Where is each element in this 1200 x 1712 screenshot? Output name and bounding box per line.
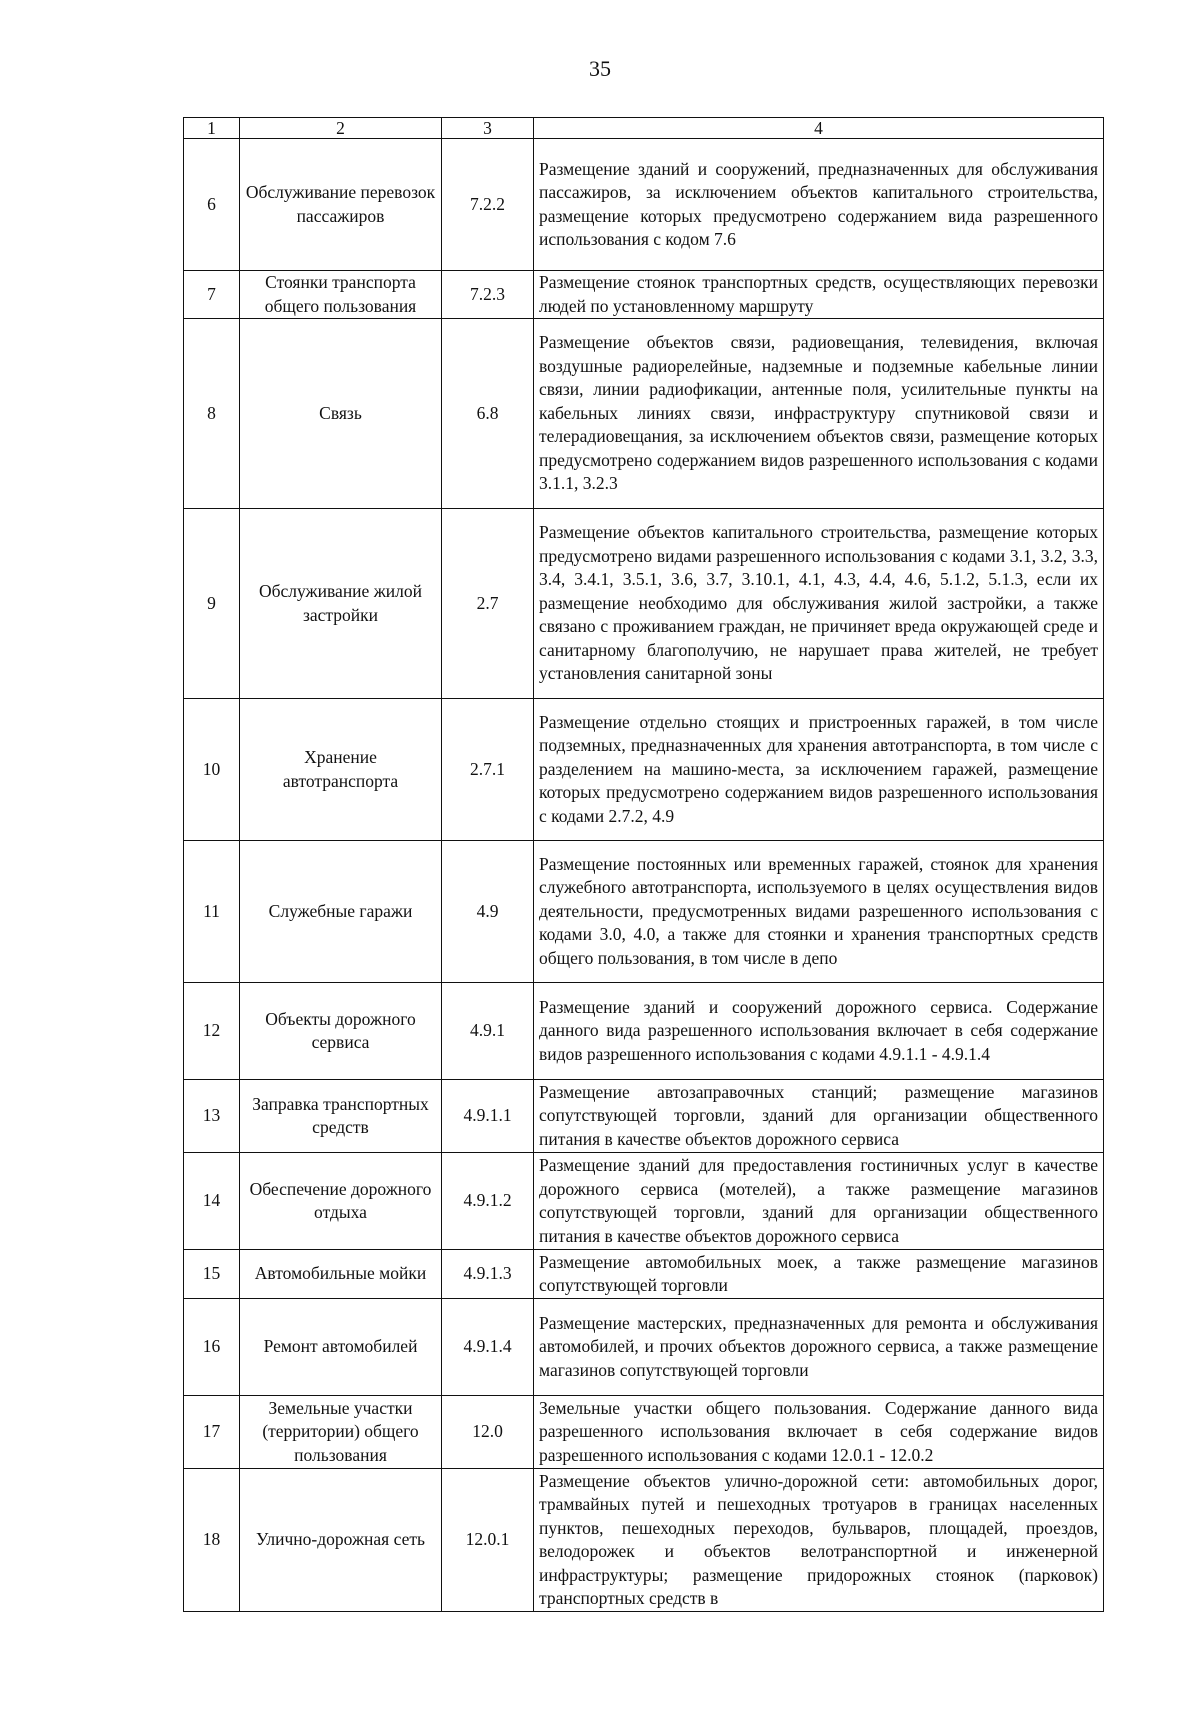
row-number: 18 <box>184 1469 240 1612</box>
use-description: Размещение зданий и сооружений дорожного сервиса. Содержание данного вида разрешенного использования включает в себя содержание видов разрешенного использования с кодами 4.9.1.1 - 4.9.1.4 <box>534 983 1104 1080</box>
use-code: 4.9 <box>442 841 534 983</box>
use-code: 4.9.1.2 <box>442 1153 534 1250</box>
row-number: 10 <box>184 699 240 841</box>
table-row <box>184 319 1104 509</box>
use-name: Улично-дорожная сеть <box>240 1469 442 1612</box>
table-row <box>184 1080 1104 1153</box>
table-row <box>184 699 1104 841</box>
use-description: Размещение автозаправочных станций; размещение магазинов сопутствующей торговли, зданий для организации общественного питания в качестве объектов дорожного сервиса <box>534 1080 1104 1153</box>
table-row <box>184 271 1104 319</box>
table-header-row <box>184 118 1104 139</box>
land-use-table <box>183 117 1104 1612</box>
table-row <box>184 509 1104 699</box>
row-number: 12 <box>184 983 240 1080</box>
use-description: Размещение отдельно стоящих и пристроенных гаражей, в том числе подземных, предназначенных для хранения автотранспорта, в том числе с разделением на машино-места, за исключением гаражей, размещение которых предусмотрено содержанием видов разрешенного использования с кодами 2.7.2, 4.9 <box>534 699 1104 841</box>
column-header: 2 <box>240 118 442 139</box>
use-description: Размещение постоянных или временных гаражей, стоянок для хранения служебного автотранспорта, используемого в целях осуществления видов деятельности, предусмотренных видами разрешенного использования с кодами 3.0, 4.0, а также для стоянки и хранения транспортных средств общего пользования, в том числе в депо <box>534 841 1104 983</box>
use-name: Связь <box>240 319 442 509</box>
use-description: Размещение зданий для предоставления гостиничных услуг в качестве дорожного сервиса (мотелей), а также размещение магазинов сопутствующей торговли, зданий для организации общественного питания в качестве объектов дорожного сервиса <box>534 1153 1104 1250</box>
table-row <box>184 1250 1104 1299</box>
page-number: 35 <box>589 56 611 81</box>
use-description: Размещение стоянок транспортных средств, осуществляющих перевозки людей по установленному маршруту <box>534 271 1104 319</box>
use-name: Заправка транспортных средств <box>240 1080 442 1153</box>
table-row <box>184 841 1104 983</box>
table-row <box>184 1299 1104 1396</box>
use-name: Служебные гаражи <box>240 841 442 983</box>
use-description: Размещение автомобильных моек, а также размещение магазинов сопутствующей торговли <box>534 1250 1104 1299</box>
use-code: 12.0.1 <box>442 1469 534 1612</box>
use-description: Земельные участки общего пользования. Содержание данного вида разрешенного использования включает в себя содержание видов разрешенного использования с кодами 12.0.1 - 12.0.2 <box>534 1396 1104 1469</box>
row-number: 6 <box>184 139 240 271</box>
table-row <box>184 983 1104 1080</box>
row-number: 16 <box>184 1299 240 1396</box>
column-header: 4 <box>534 118 1104 139</box>
use-code: 12.0 <box>442 1396 534 1469</box>
use-code: 2.7 <box>442 509 534 699</box>
use-description: Размещение объектов связи, радиовещания, телевидения, включая воздушные радиорелейные, надземные и подземные кабельные линии связи, линии радиофикации, антенные поля, усилительные пункты на кабельных линиях связи, инфраструктуру спутниковой связи и телерадиовещания, за исключением объектов связи, размещение которых предусмотрено содержанием видов разрешенного использования с кодами 3.1.1, 3.2.3 <box>534 319 1104 509</box>
use-description: Размещение зданий и сооружений, предназначенных для обслуживания пассажиров, за исключением объектов капитального строительства, размещение которых предусмотрено содержанием вида разрешенного использования с кодом 7.6 <box>534 139 1104 271</box>
use-name: Обслуживание перевозок пассажиров <box>240 139 442 271</box>
use-code: 6.8 <box>442 319 534 509</box>
row-number: 15 <box>184 1250 240 1299</box>
use-code: 4.9.1.1 <box>442 1080 534 1153</box>
use-code: 7.2.3 <box>442 271 534 319</box>
use-name: Обслуживание жилой застройки <box>240 509 442 699</box>
table-row <box>184 1153 1104 1250</box>
use-code: 7.2.2 <box>442 139 534 271</box>
use-code: 2.7.1 <box>442 699 534 841</box>
use-description: Размещение мастерских, предназначенных для ремонта и обслуживания автомобилей, и прочих объектов дорожного сервиса, а также размещение магазинов сопутствующей торговли <box>534 1299 1104 1396</box>
table-row <box>184 1469 1104 1612</box>
use-code: 4.9.1.3 <box>442 1250 534 1299</box>
row-number: 13 <box>184 1080 240 1153</box>
table-row <box>184 1396 1104 1469</box>
use-code: 4.9.1 <box>442 983 534 1080</box>
table-row <box>184 139 1104 271</box>
use-description: Размещение объектов капитального строительства, размещение которых предусмотрено видами разрешенного использования с кодами 3.1, 3.2, 3.3, 3.4, 3.4.1, 3.5.1, 3.6, 3.7, 3.10.1, 4.1, 4.3, 4.4, 4.6, 5.1.2, 5.1.3, если их размещение необходимо для обслуживания жилой застройки, а также связано с проживанием граждан, не причиняет вреда окружающей среде и санитарному благополучию, не нарушает права жителей, не требует установления санитарной зоны <box>534 509 1104 699</box>
column-header: 1 <box>184 118 240 139</box>
use-code: 4.9.1.4 <box>442 1299 534 1396</box>
use-name: Объекты дорожного сервиса <box>240 983 442 1080</box>
use-name: Стоянки транспорта общего пользования <box>240 271 442 319</box>
row-number: 11 <box>184 841 240 983</box>
use-name: Хранение автотранспорта <box>240 699 442 841</box>
use-name: Автомобильные мойки <box>240 1250 442 1299</box>
row-number: 17 <box>184 1396 240 1469</box>
row-number: 7 <box>184 271 240 319</box>
use-name: Ремонт автомобилей <box>240 1299 442 1396</box>
row-number: 8 <box>184 319 240 509</box>
column-header: 3 <box>442 118 534 139</box>
use-name: Земельные участки (территории) общего пользования <box>240 1396 442 1469</box>
row-number: 14 <box>184 1153 240 1250</box>
use-name: Обеспечение дорожного отдыха <box>240 1153 442 1250</box>
use-description: Размещение объектов улично-дорожной сети: автомобильных дорог, трамвайных путей и пешеходных тротуаров в границах населенных пунктов, пешеходных переходов, бульваров, площадей, проездов, велодорожек и объектов велотранспортной и инженерной инфраструктуры; размещение придорожных стоянок (парковок) транспортных средств в <box>534 1469 1104 1612</box>
row-number: 9 <box>184 509 240 699</box>
